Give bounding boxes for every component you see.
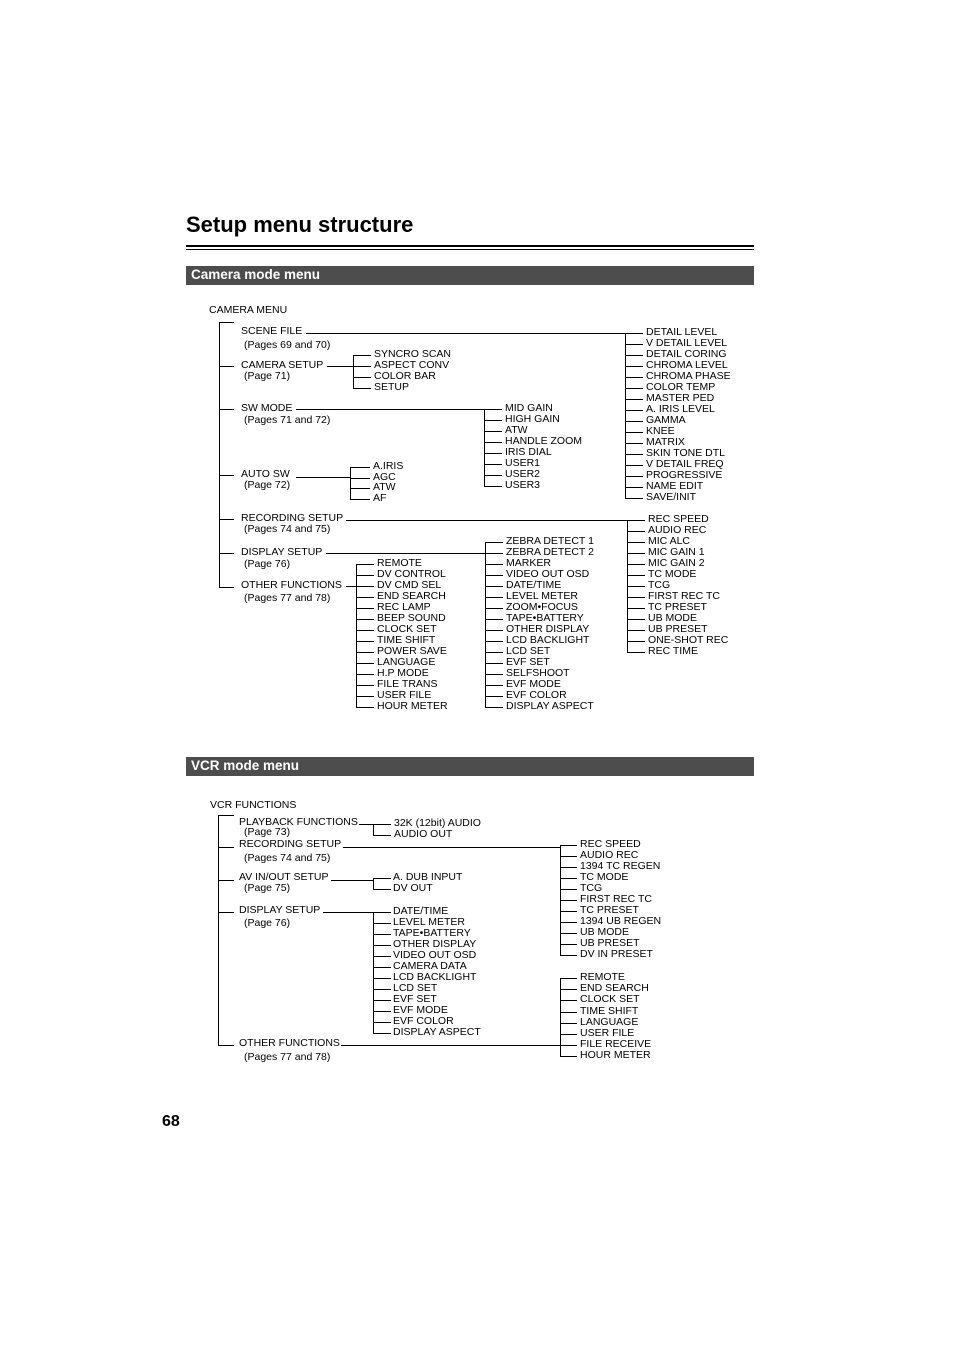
camera-other-function: USER FILE xyxy=(377,689,432,701)
auto-sw-option: AGC xyxy=(373,470,396,483)
vcr-display-option: EVF SET xyxy=(393,993,437,1005)
connector-line xyxy=(219,409,234,410)
camera-display-option: LCD BACKLIGHT xyxy=(506,634,590,646)
connector-line xyxy=(625,377,643,378)
camera-menu-item: SW MODE xyxy=(241,402,293,414)
connector-line xyxy=(373,912,391,913)
camera-other-function: DV CONTROL xyxy=(377,568,446,580)
playback-option: AUDIO OUT xyxy=(394,828,453,840)
vcr-recording-option: UB MODE xyxy=(580,926,630,938)
vcr-recording-option: UB PRESET xyxy=(580,937,640,949)
scene-file-option: V DETAIL LEVEL xyxy=(646,337,728,349)
camera-recording-option: MIC GAIN 2 xyxy=(648,557,705,569)
camera-display-option: ZEBRA DETECT 2 xyxy=(506,546,594,558)
connector-line xyxy=(560,1056,577,1057)
vcr-display-option: CAMERA DATA xyxy=(393,960,467,972)
connector-line xyxy=(625,366,643,367)
connector-line xyxy=(485,586,503,587)
connector-line xyxy=(627,586,645,587)
camera-recording-option: TC MODE xyxy=(648,568,697,580)
connector-line xyxy=(485,542,486,708)
connector-line xyxy=(484,409,502,410)
connector-line xyxy=(627,553,645,554)
connector-line xyxy=(373,978,391,979)
connector-line xyxy=(373,923,391,924)
camera-setup-option: ASPECT CONV xyxy=(374,359,450,371)
scene-file-option: V DETAIL FREQ xyxy=(646,458,724,470)
scene-file-option: GAMMA xyxy=(646,414,686,426)
vcr-recording-option: TC MODE xyxy=(580,871,629,883)
connector-line xyxy=(356,630,374,631)
connector-line xyxy=(485,619,503,620)
vcr-display-option: EVF MODE xyxy=(393,1004,448,1016)
vcr-root-label: VCR FUNCTIONS xyxy=(210,799,297,811)
vcr-heading-text: VCR mode menu xyxy=(191,758,300,773)
connector-line xyxy=(627,641,645,642)
scene-file-option: A. IRIS LEVEL xyxy=(646,403,715,415)
connector-line xyxy=(625,498,643,499)
connector-line xyxy=(484,475,502,476)
vcr-other-function: END SEARCH xyxy=(580,982,649,995)
camera-recording-option: ONE-SHOT REC xyxy=(648,634,729,646)
camera-other-function: FILE TRANS xyxy=(377,678,438,690)
camera-display-option: EVF COLOR xyxy=(506,689,567,701)
connector-line xyxy=(326,553,485,554)
vcr-display-option: LCD SET xyxy=(393,982,438,994)
vcr-other-function: USER FILE xyxy=(580,1027,635,1039)
camera-section-heading xyxy=(186,266,754,285)
connector-line xyxy=(625,344,643,345)
connector-line xyxy=(323,912,373,913)
connector-line xyxy=(627,608,645,609)
connector-line xyxy=(219,322,220,588)
connector-line xyxy=(485,553,503,554)
connector-line xyxy=(350,467,351,500)
camera-page-ref: (Pages 69 and 70) xyxy=(244,339,331,351)
camera-recording-option: FIRST REC TC xyxy=(648,590,720,602)
connector-line xyxy=(485,674,503,675)
connector-line xyxy=(373,878,391,879)
connector-line xyxy=(356,674,374,675)
camera-other-function: REC LAMP xyxy=(377,601,431,613)
auto-sw-option: ATW xyxy=(373,481,396,494)
camera-display-option: OTHER DISPLAY xyxy=(506,623,590,635)
connector-line xyxy=(219,587,234,588)
camera-page-ref: (Page 72) xyxy=(244,479,291,491)
vcr-page-ref: (Pages 74 and 75) xyxy=(244,852,331,864)
camera-other-function: END SEARCH xyxy=(377,590,446,602)
camera-other-function: LANGUAGE xyxy=(377,656,436,668)
connector-line xyxy=(485,663,503,664)
scene-file-option: SAVE/INIT xyxy=(646,491,696,503)
connector-line xyxy=(485,696,503,697)
connector-line xyxy=(296,409,484,410)
connector-line xyxy=(219,553,234,554)
connector-line xyxy=(218,1045,234,1046)
scene-file-option: KNEE xyxy=(646,425,675,437)
connector-line xyxy=(627,597,645,598)
connector-line xyxy=(485,575,503,576)
connector-line xyxy=(484,464,502,465)
connector-line xyxy=(218,880,234,881)
connector-line xyxy=(484,486,502,487)
connector-line xyxy=(346,586,356,587)
camera-recording-option: MIC ALC xyxy=(648,535,691,547)
connector-line xyxy=(560,911,577,912)
scene-file-option: SKIN TONE DTL xyxy=(646,447,725,459)
vcr-other-function: HOUR METER xyxy=(580,1049,651,1062)
camera-recording-option: MIC GAIN 1 xyxy=(648,546,705,558)
camera-menu-item: OTHER FUNCTIONS xyxy=(241,579,342,591)
sw-mode-option: USER3 xyxy=(505,479,541,491)
camera-recording-option: UB PRESET xyxy=(648,623,708,635)
connector-line xyxy=(373,912,374,1034)
connector-line xyxy=(356,685,374,686)
connector-line xyxy=(560,1034,577,1035)
vcr-display-option: VIDEO OUT OSD xyxy=(393,949,477,961)
connector-line xyxy=(560,1000,577,1001)
connector-line xyxy=(560,878,577,879)
camera-recording-option: UB MODE xyxy=(648,612,698,624)
vcr-page-ref: (Pages 77 and 78) xyxy=(244,1051,331,1063)
connector-line xyxy=(560,900,577,901)
camera-display-option: EVF MODE xyxy=(506,678,561,690)
connector-line xyxy=(625,399,643,400)
connector-line xyxy=(627,564,645,565)
connector-line xyxy=(485,542,503,543)
vcr-recording-option: DV IN PRESET xyxy=(580,948,653,960)
scene-file-option: CHROMA PHASE xyxy=(646,370,731,382)
camera-display-option: DATE/TIME xyxy=(506,579,562,591)
playback-option: 32K (12bit) AUDIO xyxy=(394,817,481,829)
scene-file-option: NAME EDIT xyxy=(646,480,704,492)
connector-line xyxy=(485,652,503,653)
connector-line xyxy=(327,366,353,367)
connector-line xyxy=(485,707,503,708)
connector-line xyxy=(350,499,370,500)
connector-line xyxy=(219,322,234,323)
camera-heading-text: Camera mode menu xyxy=(191,267,321,282)
vcr-display-option: LCD BACKLIGHT xyxy=(393,971,477,983)
connector-line xyxy=(218,815,234,816)
connector-line xyxy=(373,989,391,990)
connector-line xyxy=(373,824,391,825)
connector-line xyxy=(373,835,391,836)
scene-file-option: MATRIX xyxy=(646,436,685,448)
connector-line xyxy=(356,652,374,653)
connector-line xyxy=(627,531,645,532)
av-inout-option: DV OUT xyxy=(393,882,433,894)
connector-line xyxy=(560,889,577,890)
connector-line xyxy=(341,1045,560,1046)
connector-line xyxy=(353,355,354,389)
connector-line xyxy=(356,597,374,598)
connector-line xyxy=(485,630,503,631)
vcr-recording-option: REC SPEED xyxy=(580,838,641,850)
scene-file-option: CHROMA LEVEL xyxy=(646,359,728,371)
connector-line xyxy=(625,355,643,356)
title-rule-thin xyxy=(186,249,754,250)
vcr-other-function: TIME SHIFT xyxy=(580,1004,639,1017)
av-inout-option: A. DUB INPUT xyxy=(393,871,463,883)
sw-mode-option: IRIS DIAL xyxy=(505,446,552,458)
connector-line xyxy=(485,641,503,642)
camera-other-function: TIME SHIFT xyxy=(377,634,436,646)
connector-line xyxy=(627,575,645,576)
connector-line xyxy=(627,542,645,543)
camera-other-function: REMOTE xyxy=(377,557,422,569)
camera-display-option: EVF SET xyxy=(506,656,550,668)
camera-display-option: TAPE•BATTERY xyxy=(506,612,584,624)
connector-line xyxy=(625,410,643,411)
camera-display-option: MARKER xyxy=(506,557,551,569)
vcr-menu-item: DISPLAY SETUP xyxy=(239,904,321,916)
camera-page-ref: (Page 76) xyxy=(244,558,291,570)
camera-setup-option: SYNCRO SCAN xyxy=(374,348,452,360)
connector-line xyxy=(560,845,577,846)
connector-line xyxy=(625,487,643,488)
page-title: Setup menu structure xyxy=(186,212,414,237)
camera-other-function: DV CMD SEL xyxy=(377,579,442,591)
connector-line xyxy=(353,366,371,367)
connector-line xyxy=(373,889,391,890)
connector-line xyxy=(296,477,350,478)
connector-line xyxy=(625,465,643,466)
vcr-menu-item: PLAYBACK FUNCTIONS xyxy=(239,816,358,828)
camera-menu-item: AUTO SW xyxy=(241,468,290,480)
connector-line xyxy=(484,431,502,432)
vcr-recording-option: 1394 TC REGEN xyxy=(580,860,661,872)
camera-other-function: BEEP SOUND xyxy=(377,612,446,624)
sw-mode-option: MID GAIN xyxy=(505,402,553,414)
vcr-recording-option: FIRST REC TC xyxy=(580,893,652,905)
vcr-page-ref: (Page 76) xyxy=(244,917,291,929)
connector-line xyxy=(373,1011,391,1012)
connector-line xyxy=(218,815,219,1046)
connector-line xyxy=(356,641,374,642)
connector-line xyxy=(373,956,391,957)
connector-line xyxy=(346,520,627,521)
camera-other-function: H.P MODE xyxy=(377,667,429,679)
camera-menu-item: SCENE FILE xyxy=(241,325,303,337)
connector-line xyxy=(353,388,371,389)
connector-line xyxy=(560,944,577,945)
vcr-other-function: LANGUAGE xyxy=(580,1015,639,1028)
sw-mode-option: USER2 xyxy=(505,468,541,480)
camera-root-label: CAMERA MENU xyxy=(209,304,288,316)
camera-menu-item: RECORDING SETUP xyxy=(241,512,344,524)
scene-file-option: DETAIL CORING xyxy=(646,348,727,360)
connector-line xyxy=(373,945,391,946)
camera-recording-option: AUDIO REC xyxy=(648,524,707,536)
connector-line xyxy=(625,388,643,389)
camera-setup-option: COLOR BAR xyxy=(374,370,436,382)
scene-file-option: DETAIL LEVEL xyxy=(646,326,718,338)
connector-line xyxy=(218,912,234,913)
connector-line xyxy=(625,443,643,444)
title-rule-thick xyxy=(186,245,754,247)
vcr-recording-option: TC PRESET xyxy=(580,904,639,916)
connector-line xyxy=(625,476,643,477)
connector-line xyxy=(373,1022,391,1023)
connector-line xyxy=(331,880,373,881)
vcr-page-ref: (Page 73) xyxy=(244,826,291,838)
connector-line xyxy=(627,630,645,631)
vcr-section-heading xyxy=(186,757,754,776)
connector-line xyxy=(373,967,391,968)
sw-mode-option: HIGH GAIN xyxy=(505,413,560,425)
camera-display-option: LEVEL METER xyxy=(506,590,578,602)
camera-setup-option: SETUP xyxy=(374,381,410,393)
connector-line xyxy=(350,467,370,468)
connector-line xyxy=(625,421,643,422)
vcr-display-option: DISPLAY ASPECT xyxy=(393,1026,481,1038)
connector-line xyxy=(350,478,370,479)
camera-page-ref: (Pages 71 and 72) xyxy=(244,414,331,426)
camera-recording-option: TC PRESET xyxy=(648,601,707,613)
connector-line xyxy=(560,1012,577,1013)
connector-line xyxy=(356,663,374,664)
camera-recording-option: REC SPEED xyxy=(648,513,709,525)
connector-line xyxy=(356,575,374,576)
connector-line xyxy=(627,619,645,620)
vcr-menu-item: AV IN/OUT SETUP xyxy=(239,871,329,883)
connector-line xyxy=(373,934,391,935)
connector-line xyxy=(356,696,374,697)
camera-display-option: LCD SET xyxy=(506,645,551,657)
connector-line xyxy=(373,1000,391,1001)
connector-line xyxy=(219,475,234,476)
connector-line xyxy=(353,355,371,356)
connector-line xyxy=(627,652,645,653)
connector-line xyxy=(485,685,503,686)
camera-page-ref: (Pages 77 and 78) xyxy=(244,592,331,604)
connector-line xyxy=(560,1023,577,1024)
connector-line xyxy=(350,488,370,489)
camera-other-function: CLOCK SET xyxy=(377,623,437,635)
connector-line xyxy=(356,619,374,620)
scene-file-option: COLOR TEMP xyxy=(646,381,716,393)
connector-line xyxy=(560,1045,577,1046)
connector-line xyxy=(306,333,625,334)
connector-line xyxy=(219,519,234,520)
sw-mode-option: HANDLE ZOOM xyxy=(505,435,583,447)
connector-line xyxy=(485,564,503,565)
connector-line xyxy=(625,333,626,499)
connector-line xyxy=(356,608,374,609)
connector-line xyxy=(625,333,643,334)
scene-file-option: PROGRESSIVE xyxy=(646,469,723,481)
connector-line xyxy=(560,989,577,990)
connector-line xyxy=(359,824,373,825)
auto-sw-option: AF xyxy=(373,492,387,505)
vcr-menu-item: OTHER FUNCTIONS xyxy=(239,1037,340,1049)
connector-line xyxy=(560,867,577,868)
vcr-recording-option: 1394 UB REGEN xyxy=(580,915,662,927)
vcr-other-function: REMOTE xyxy=(580,971,625,983)
camera-menu-item: DISPLAY SETUP xyxy=(241,546,323,558)
vcr-recording-option: AUDIO REC xyxy=(580,849,639,861)
vcr-other-function: CLOCK SET xyxy=(580,993,640,1006)
vcr-other-function: FILE RECEIVE xyxy=(580,1038,652,1051)
page-number: 68 xyxy=(162,1113,180,1130)
sw-mode-option: ATW xyxy=(505,424,528,436)
camera-page-ref: (Page 71) xyxy=(244,370,291,382)
camera-recording-option: TCG xyxy=(648,579,671,591)
camera-menu-item: CAMERA SETUP xyxy=(241,359,324,371)
connector-line xyxy=(560,978,577,979)
connector-line xyxy=(219,366,234,367)
vcr-display-option: TAPE•BATTERY xyxy=(393,927,471,939)
camera-display-option: DISPLAY ASPECT xyxy=(506,700,594,712)
sw-mode-option: USER1 xyxy=(505,457,541,469)
connector-line xyxy=(485,608,503,609)
camera-display-option: SELFSHOOT xyxy=(506,667,570,679)
camera-display-option: ZEBRA DETECT 1 xyxy=(506,535,594,547)
connector-line xyxy=(353,377,371,378)
vcr-page-ref: (Page 75) xyxy=(244,882,291,894)
camera-page-ref: (Pages 74 and 75) xyxy=(244,523,331,535)
connector-line xyxy=(560,955,577,956)
camera-display-option: VIDEO OUT OSD xyxy=(506,568,590,580)
connector-line xyxy=(343,847,560,848)
connector-line xyxy=(560,933,577,934)
connector-line xyxy=(484,453,502,454)
auto-sw-option: A.IRIS xyxy=(373,460,404,472)
vcr-display-option: LEVEL METER xyxy=(393,916,465,928)
camera-other-function: POWER SAVE xyxy=(377,645,447,657)
vcr-display-option: EVF COLOR xyxy=(393,1015,454,1027)
connector-line xyxy=(373,1033,391,1034)
connector-line xyxy=(484,420,502,421)
connector-line xyxy=(218,847,234,848)
camera-other-function: HOUR METER xyxy=(377,700,448,712)
connector-line xyxy=(560,922,577,923)
connector-line xyxy=(485,597,503,598)
connector-line xyxy=(356,586,374,587)
connector-line xyxy=(627,520,645,521)
vcr-recording-option: TCG xyxy=(580,882,603,894)
connector-line xyxy=(625,432,643,433)
vcr-menu-item: RECORDING SETUP xyxy=(239,838,342,850)
connector-line xyxy=(356,564,374,565)
camera-recording-option: REC TIME xyxy=(648,645,698,657)
connector-line xyxy=(625,454,643,455)
camera-display-option: ZOOM•FOCUS xyxy=(506,601,578,613)
vcr-display-option: DATE/TIME xyxy=(393,905,449,917)
scene-file-option: MASTER PED xyxy=(646,392,715,404)
connector-line xyxy=(560,856,577,857)
connector-line xyxy=(484,442,502,443)
vcr-display-option: OTHER DISPLAY xyxy=(393,938,477,950)
connector-line xyxy=(356,707,374,708)
